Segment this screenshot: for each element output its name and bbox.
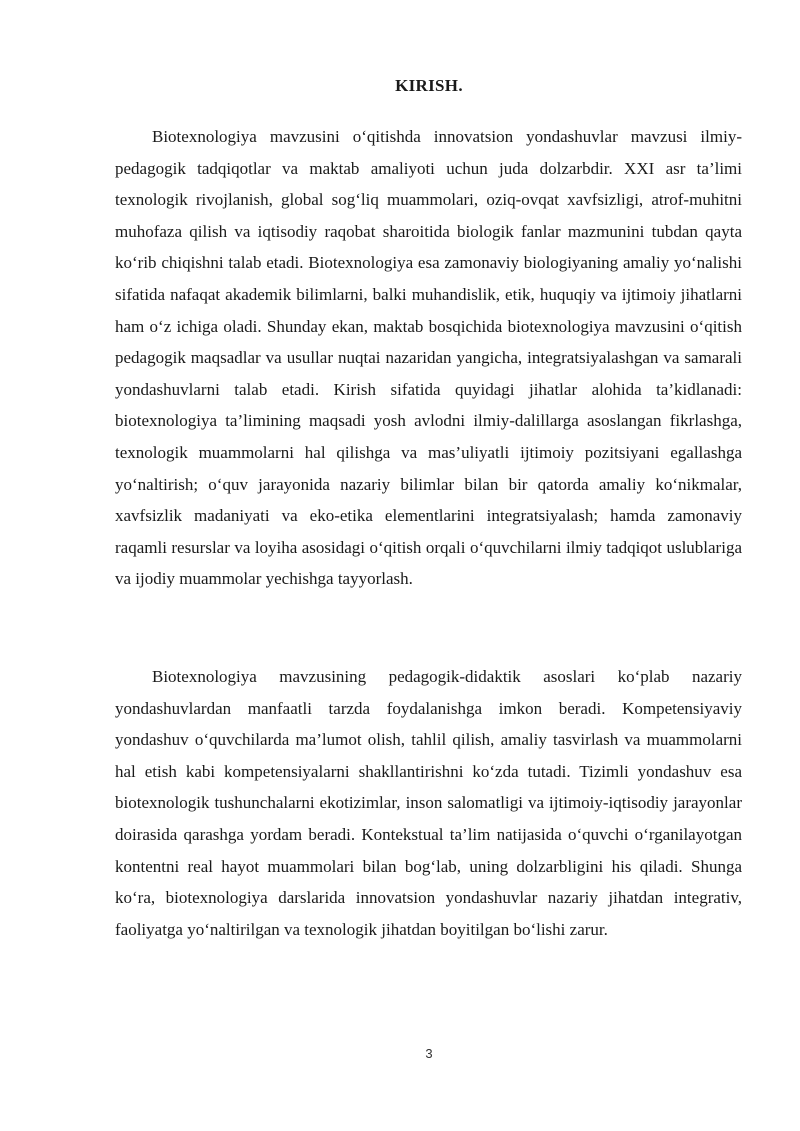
paragraph <box>115 661 742 945</box>
paragraph <box>115 121 742 595</box>
paragraph-text: Biotexnologiya mavzusini o‘qitishda innovatsion yondashuvlar mavzusi ilmiy-pedagogik tadqiqotlar va maktab amaliyoti uchun juda dolzarbdir. XXI asr ta’limi texnologik rivojlanish, global sog‘liq muammolari, oziq-ovqat xavfsizligi, atrof-muhitni muhofaza qilish va iqtisodiy raqobat sharoitida biologik fanlar mazmunini tubdan qayta ko‘rib chiqishni talab etadi. Biotexnologiya esa zamonaviy biologiyaning amaliy yo‘nalishi sifatida nafaqat akademik bilimlarni, balki muhandislik, etik, huquqiy va ijtimoiy jihatlarni ham o‘z ichiga oladi. Shunday ekan, maktab bosqichida biotexnologiya mavzusini o‘qitish pedagogik maqsadlar va usullar nuqtai nazaridan yangicha, integratsiyalashgan va samarali yondashuvlarni talab etadi. Kirish sifatida quyidagi jihatlar alohida ta’kidlanadi: biotexnologiya ta’limining maqsadi yosh avlodni ilmiy-dalillarga asoslangan fikrlashga, texnologik muammolarni hal qilishga va mas’uliyatli ijtimoiy pozitsiyani egallashga yo‘naltirish; o‘quv jarayonida nazariy bilimlar bilan bir qatorda amaliy ko‘nikmalar, xavfsizlik madaniyati va eko-etika elementlarini integratsiyalash; hamda zamonaviy raqamli resurslar va loyiha asosidagi o‘qitish orqali o‘quvchilarni ilmiy tadqiqot uslublariga va ijodiy muammolar yechishga tayyorlash. <box>115 127 742 589</box>
section-title: KIRISH. <box>395 76 463 95</box>
page-number: 3 <box>425 1046 433 1061</box>
paragraph-text: Biotexnologiya mavzusining pedagogik-didaktik asoslari ko‘plab nazariy yondashuvlardan manfaatli tarzda foydalanishga imkon beradi. Kompetensiyaviy yondashuv o‘quvchilarda ma’lumot olish, tahlil qilish, amaliy tasvirlash va muammolarni hal etish kabi kompetensiyalarni shakllantirishni ko‘zda tutadi. Tizimli yondashuv esa biotexnologik tushunchalarni ekotizimlar, inson salomatligi va ijtimoiy-iqtisodiy jarayonlar doirasida qarashga yordam beradi. Kontekstual ta’lim natijasida o‘quvchi o‘rganilayotgan kontentni real hayot muammolari bilan bog‘lab, uning dolzarbligini his qiladi. Shunga ko‘ra, biotexnologiya darslarida innovatsion yondashuvlar nazariy jihatdan integrativ, faoliyatga yo‘naltirilgan va texnologik jihatdan boyitilgan bo‘lishi zarur. <box>115 667 742 939</box>
